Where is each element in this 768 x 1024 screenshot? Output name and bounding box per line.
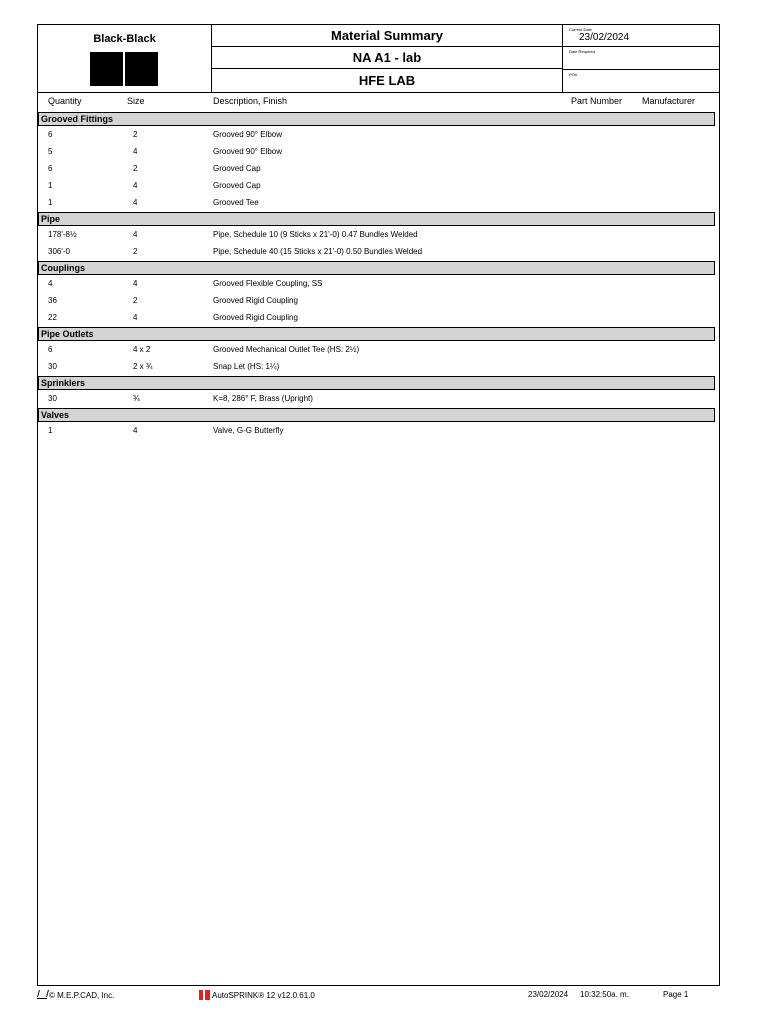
current-date-value: 23/02/2024 — [579, 32, 630, 43]
title-block — [212, 25, 563, 92]
footer-copyright: © M.E.P.CAD, Inc. — [37, 990, 114, 1001]
row-description: Grooved Tee — [213, 198, 259, 207]
page-title: Material Summary — [212, 28, 562, 47]
row-size: 4 — [133, 313, 138, 322]
row-quantity: 6 — [48, 130, 53, 139]
table-row — [38, 424, 715, 438]
row-size: 2 — [133, 164, 138, 173]
job-name: NA A1 - lab — [212, 50, 562, 69]
row-size: 2 — [133, 130, 138, 139]
row-description: K=8, 286° F, Brass (Upright) — [213, 394, 313, 403]
po-label: PO# — [569, 72, 578, 77]
row-quantity: 6 — [48, 345, 53, 354]
project-name: HFE LAB — [358, 73, 416, 88]
table-row — [38, 162, 715, 176]
row-quantity: 306'-0 — [48, 247, 70, 256]
col-header-part-number: Part Number — [571, 96, 623, 106]
section-header: Couplings — [38, 261, 715, 275]
table-row — [38, 145, 715, 159]
date-required-label: Date Required — [569, 49, 595, 54]
table-row — [38, 392, 715, 406]
company-logo — [90, 52, 158, 86]
footer-time: 10:32:50a. m. — [580, 990, 629, 999]
row-quantity: 5 — [48, 147, 53, 156]
row-size: 4 x 2 — [133, 345, 151, 354]
row-description: Grooved Cap — [213, 164, 261, 173]
row-description: Pipe, Schedule 10 (9 Sticks x 21'-0) 0.47 Bundles Welded — [213, 230, 418, 239]
row-description: Grooved Flexible Coupling, SS — [213, 279, 323, 288]
row-size: 4 — [133, 181, 138, 190]
row-quantity: 30 — [48, 394, 57, 403]
row-size: 4 — [133, 198, 138, 207]
table-row — [38, 128, 715, 142]
row-size: 2 — [133, 247, 138, 256]
row-quantity: 1 — [48, 426, 53, 435]
autosprink-logo-icon — [199, 990, 210, 1000]
table-row — [38, 360, 715, 374]
footer-page: Page 1 — [663, 990, 689, 999]
row-size: 4 — [133, 426, 138, 435]
section-header: Pipe Outlets — [38, 327, 715, 341]
row-description: Grooved Mechanical Outlet Tee (HS: 2½) — [213, 345, 360, 354]
row-quantity: 30 — [48, 362, 57, 371]
row-size: 2 x ¾ — [133, 362, 153, 371]
table-row — [38, 245, 715, 259]
current-date-cell — [563, 25, 719, 47]
company-cell — [38, 25, 212, 92]
row-description: Grooved 90° Elbow — [213, 130, 283, 139]
section-header: Sprinklers — [38, 376, 715, 390]
mepcad-logo-icon — [37, 990, 47, 999]
col-header-quantity: Quantity — [48, 96, 82, 106]
row-description: Grooved Cap — [213, 181, 261, 190]
row-description: Grooved Rigid Coupling — [213, 296, 298, 305]
row-size: 4 — [133, 279, 138, 288]
row-size: 4 — [133, 147, 138, 156]
table-row — [38, 311, 715, 325]
row-quantity: 4 — [48, 279, 53, 288]
col-header-size: Size — [127, 96, 145, 106]
table-row — [38, 228, 715, 242]
section-header: Pipe — [38, 212, 715, 226]
row-size: 2 — [133, 296, 138, 305]
table-row — [38, 277, 715, 291]
row-description: Grooved Rigid Coupling — [213, 313, 298, 322]
row-quantity: 1 — [48, 198, 53, 207]
row-description: Snap Let (HS: 1¼) — [213, 362, 280, 371]
row-quantity: 22 — [48, 313, 57, 322]
table-row — [38, 343, 715, 357]
table-row — [38, 294, 715, 308]
section-header: Grooved Fittings — [38, 112, 715, 126]
po-cell — [563, 70, 719, 92]
section-header: Valves — [38, 408, 715, 422]
row-quantity: 6 — [48, 164, 53, 173]
col-header-description: Description, Finish — [213, 96, 288, 106]
table-row — [38, 196, 715, 210]
row-quantity: 1 — [48, 181, 53, 190]
current-date-label: Current Date — [569, 27, 592, 32]
company-name: Black-Black — [93, 33, 156, 45]
date-required-cell — [563, 47, 719, 70]
row-size: 4 — [133, 230, 138, 239]
col-header-manufacturer: Manufacturer — [642, 96, 696, 106]
footer-date: 23/02/2024 — [528, 990, 569, 999]
material-summary-sheet — [37, 24, 720, 986]
meta-block — [563, 25, 719, 92]
row-size: ¾ — [133, 394, 140, 403]
table-row — [38, 179, 715, 193]
row-description: Valve, G-G Butterfly — [213, 426, 284, 435]
row-quantity: 178'-8½ — [48, 230, 77, 239]
row-description: Pipe, Schedule 40 (15 Sticks x 21'-0) 0.50 Bundles Welded — [213, 247, 423, 256]
footer-software: AutoSPRINK® 12 v12.0.61.0 — [199, 990, 315, 1001]
row-description: Grooved 90° Elbow — [213, 147, 283, 156]
row-quantity: 36 — [48, 296, 57, 305]
header-block — [38, 25, 719, 93]
